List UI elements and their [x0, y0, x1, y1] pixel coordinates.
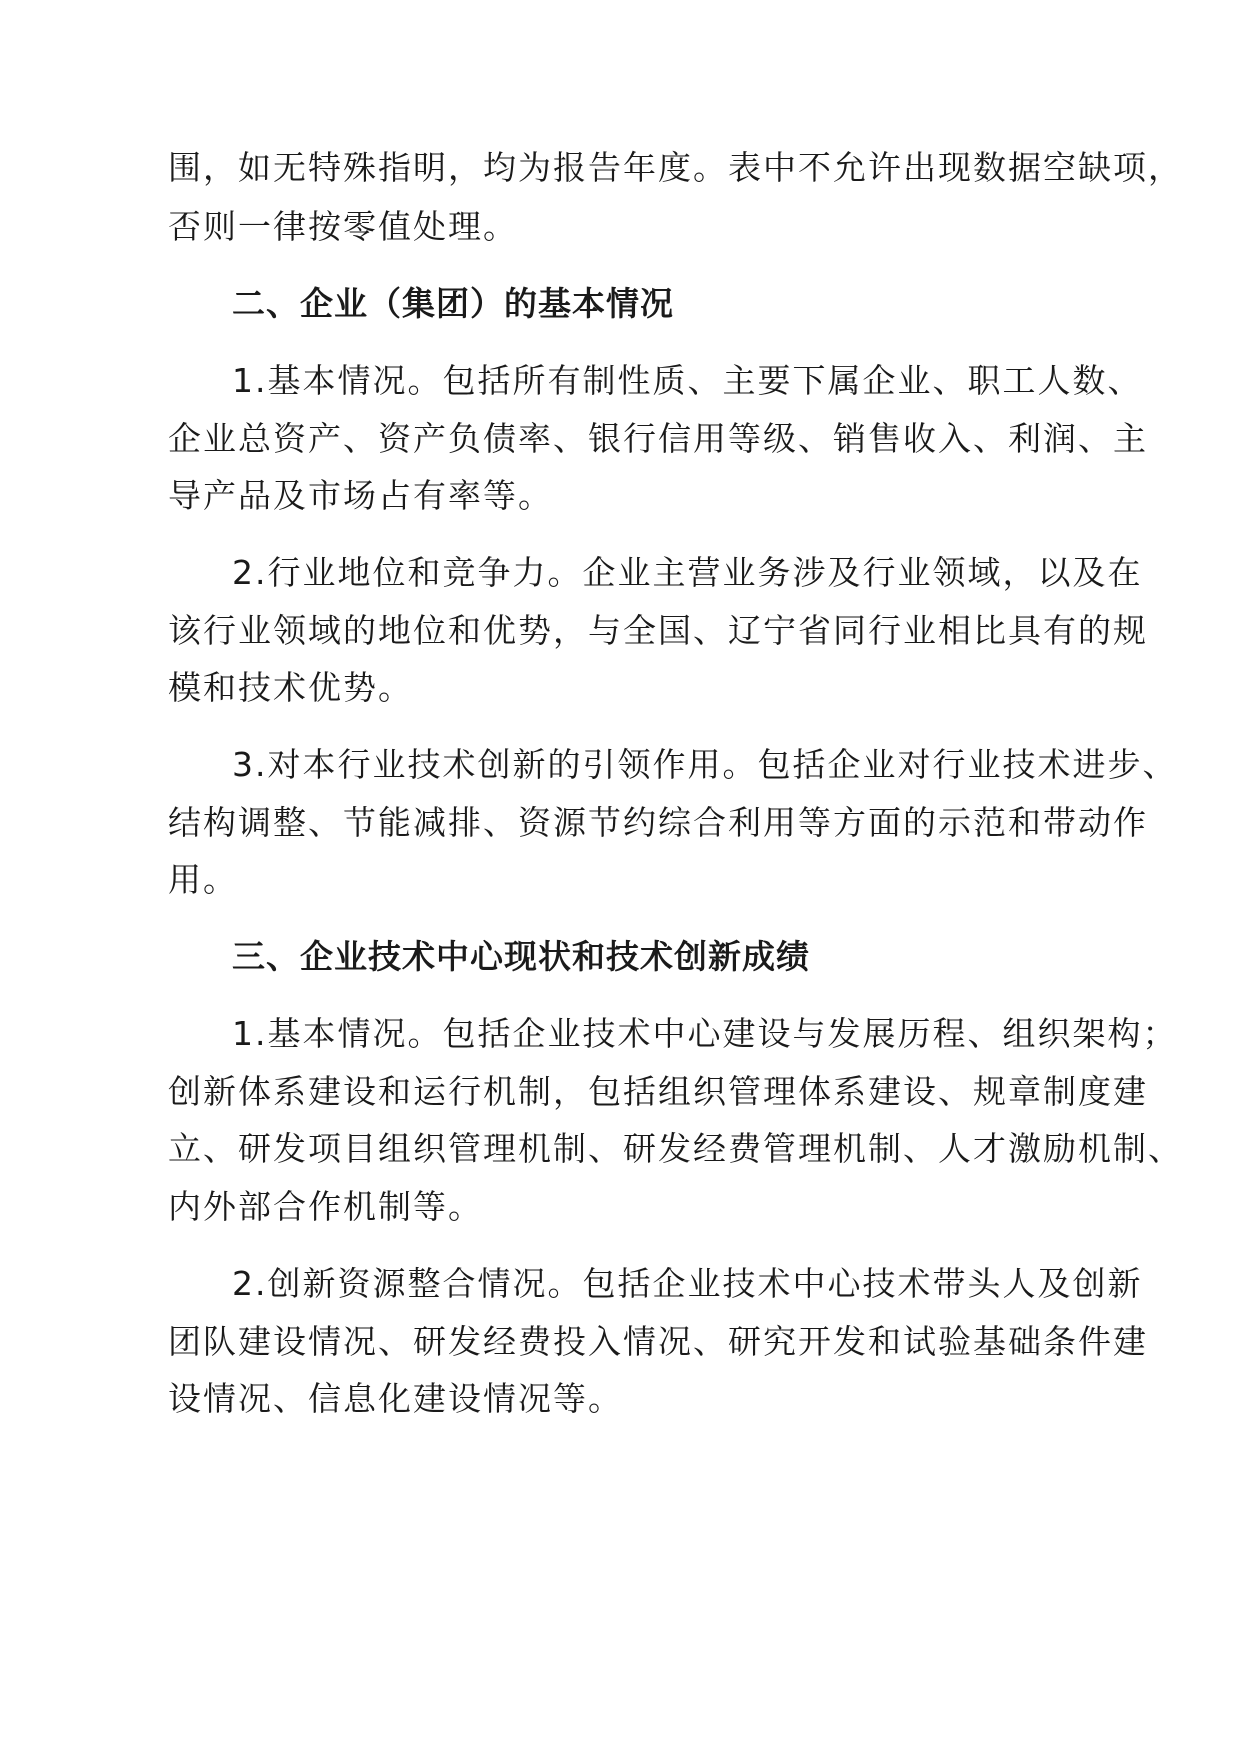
s2-item2-line-2: 该行业领域的地位和优势，与全国、辽宁省同行业相比具有的规 [168, 611, 1148, 650]
s3-item2-line-1: 2.创新资源整合情况。包括企业技术中心技术带头人及创新 [232, 1264, 1143, 1303]
intro-line-2: 否则一律按零值处理。 [168, 207, 518, 246]
s2-item3-line-1: 3.对本行业技术创新的引领作用。包括企业对行业技术进步、 [232, 745, 1178, 784]
s3-item1-line-1: 1.基本情况。包括企业技术中心建设与发展历程、组织架构； [232, 1014, 1178, 1053]
s3-item2-line-2: 团队建设情况、研发经费投入情况、研究开发和试验基础条件建 [168, 1322, 1148, 1361]
s2-item2-line-1: 2.行业地位和竞争力。企业主营业务涉及行业领域，以及在 [232, 553, 1143, 592]
intro-line-1: 围，如无特殊指明，均为报告年度。表中不允许出现数据空缺项， [168, 148, 1183, 187]
s3-item2-line-3: 设情况、信息化建设情况等。 [168, 1379, 623, 1418]
s3-item1-line-4: 内外部合作机制等。 [168, 1187, 483, 1226]
s2-item1-line-1: 1.基本情况。包括所有制性质、主要下属企业、职工人数、 [232, 361, 1143, 400]
s2-item3-line-3: 用。 [168, 860, 238, 899]
s2-item3-line-2: 结构调整、节能减排、资源节约综合利用等方面的示范和带动作 [168, 803, 1148, 842]
s3-item1-line-3: 立、研发项目组织管理机制、研发经费管理机制、人才激励机制、 [168, 1129, 1183, 1168]
s2-item1-line-2: 企业总资产、资产负债率、银行信用等级、销售收入、利润、主 [168, 419, 1148, 458]
s2-item1-line-3: 导产品及市场占有率等。 [168, 476, 553, 515]
section-2-heading: 二、企业（集团）的基本情况 [232, 284, 674, 323]
s3-item1-line-2: 创新体系建设和运行机制，包括组织管理体系建设、规章制度建 [168, 1072, 1148, 1111]
s2-item2-line-3: 模和技术优势。 [168, 668, 413, 707]
section-3-heading: 三、企业技术中心现状和技术创新成绩 [232, 937, 810, 976]
